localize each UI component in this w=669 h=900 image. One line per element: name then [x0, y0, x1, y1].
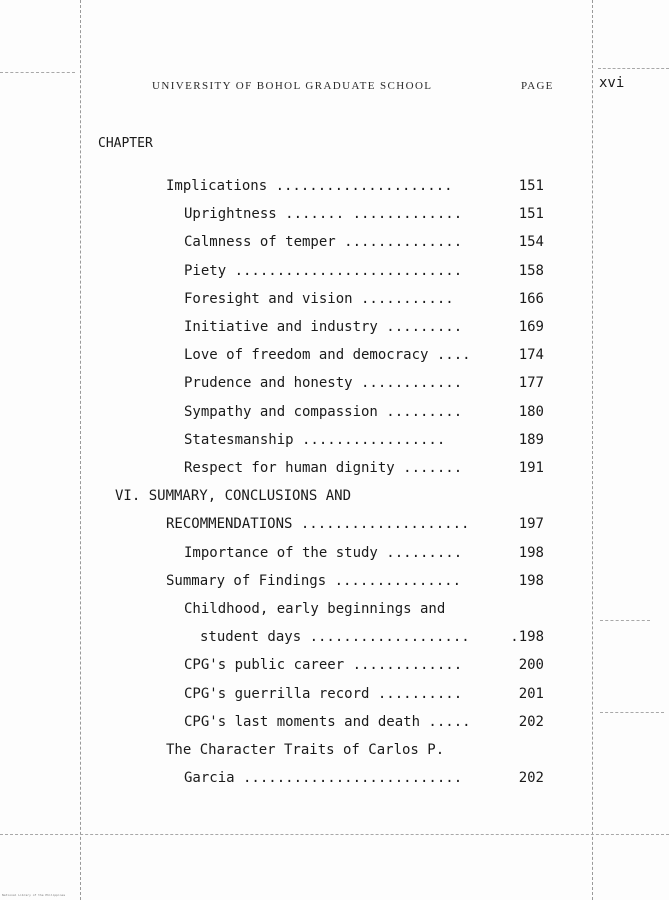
toc-page-number: 158 — [518, 262, 544, 279]
toc-entry-text: Calmness of temper .............. — [184, 234, 463, 251]
page-number: xvi — [599, 75, 625, 91]
toc-row — [0, 347, 669, 367]
toc-entry-text: CPG's public career ............. — [184, 657, 463, 674]
toc-page-number: 197 — [518, 516, 544, 533]
toc-entry-text: student days ................... — [200, 629, 470, 646]
toc-entry-text: Implications ..................... — [166, 178, 453, 194]
toc-page-number: 202 — [518, 770, 544, 787]
toc-entry-text: CPG's last moments and death ..... — [184, 713, 471, 730]
toc-entry-text: The Character Traits of Carlos P. — [166, 742, 445, 758]
toc-entry-text: CPG's guerrilla record .......... — [184, 685, 463, 702]
toc-entry-text: Prudence and honesty ............ — [184, 375, 463, 392]
toc-row — [0, 319, 669, 339]
toc-row — [0, 206, 669, 226]
toc-entry-text: Love of freedom and democracy .... — [184, 347, 471, 364]
toc-entry-text: Uprightness ....... ............. — [184, 206, 463, 223]
toc-page-number: 154 — [518, 234, 544, 251]
toc-row — [0, 714, 669, 734]
toc-row — [0, 432, 669, 452]
toc-page-number: 169 — [518, 319, 544, 335]
toc-page-number: 201 — [518, 685, 544, 702]
toc-entry-text: Garcia .......................... — [184, 770, 463, 787]
toc-row — [0, 516, 669, 536]
toc-entry-text: Foresight and vision ........... — [184, 290, 454, 307]
toc-row — [0, 404, 669, 424]
toc-page-number: 202 — [518, 713, 544, 730]
toc-page-number: 198 — [518, 544, 544, 561]
institution-header: UNIVERSITY OF BOHOL GRADUATE SCHOOL — [152, 80, 433, 92]
toc-page-number: 200 — [518, 657, 544, 674]
toc-row — [0, 291, 669, 311]
toc-page-number: .198 — [510, 629, 544, 646]
toc-entry-text: RECOMMENDATIONS .................... — [166, 516, 470, 533]
toc-row — [0, 742, 669, 762]
toc-entry-text: Initiative and industry ......... — [184, 319, 463, 335]
toc-row — [0, 375, 669, 395]
toc-row — [0, 234, 669, 254]
page-column-label: PAGE — [521, 80, 554, 92]
chapter-column-label: CHAPTER — [98, 136, 153, 151]
toc-row — [0, 770, 669, 790]
toc-entry-text: Summary of Findings ............... — [166, 572, 462, 589]
toc-row — [0, 601, 669, 621]
toc-entry-text: Childhood, early beginnings and — [184, 601, 446, 617]
toc-entry-text: Respect for human dignity ....... — [184, 460, 463, 476]
bottom-scan-line — [0, 834, 669, 835]
toc-page-number: 180 — [518, 403, 544, 420]
toc-row — [0, 460, 669, 480]
toc-page-number: 191 — [518, 460, 544, 476]
toc-row — [0, 657, 669, 677]
toc-row — [0, 545, 669, 565]
toc-row — [0, 629, 669, 649]
toc-page-number: 166 — [518, 290, 544, 307]
toc-row — [0, 686, 669, 706]
toc-page-number: 177 — [518, 375, 544, 392]
toc-page-number: 189 — [518, 431, 544, 448]
top-left-scan-line — [0, 72, 75, 73]
toc-row — [0, 573, 669, 593]
toc-entry-text: Statesmanship ................. — [184, 431, 446, 448]
toc-page-number: 174 — [518, 347, 544, 364]
library-watermark: National Library of the Philippines — [2, 893, 66, 897]
toc-entry-text: Piety ........................... — [184, 262, 463, 279]
toc-row — [0, 263, 669, 283]
toc-page-number: 198 — [518, 572, 544, 589]
toc-page-number: 151 — [518, 178, 544, 194]
toc-row — [0, 488, 669, 508]
toc-entry-text: Sympathy and compassion ......... — [184, 403, 463, 420]
toc-page-number: 151 — [518, 206, 544, 223]
toc-entry-text: VI. SUMMARY, CONCLUSIONS AND — [115, 488, 352, 505]
top-right-scan-line — [598, 68, 669, 69]
toc-row — [0, 178, 669, 198]
toc-entry-text: Importance of the study ......... — [184, 544, 463, 561]
